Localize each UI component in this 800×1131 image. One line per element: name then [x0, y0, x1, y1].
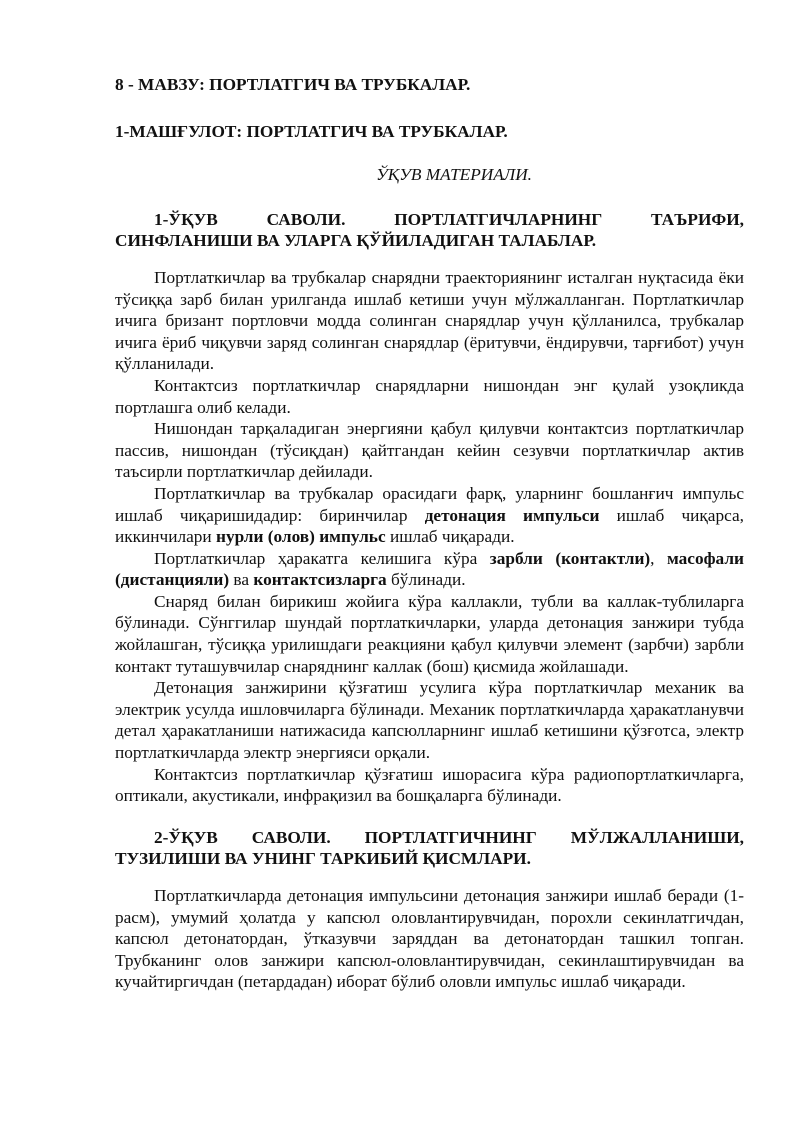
paragraph-4-text-2: ишлаб чиқарса, иккинчилари [115, 505, 744, 547]
paragraph-6: Снаряд билан бирикиш жойига кўра каллакли, тубли ва каллак-тублиларга бўлинади. Сўнггилар шундай портлаткичларки, уларда детонация занжири тубда жойлашган, тўсиққа урилишдаги реакцияни қабул қилувчи элемент (зарбчи) зарбли контакт туташувчилар снаряднинг каллак (бош) қисмида жойлашади. [115, 591, 744, 676]
paragraph-2: Контактсиз портлаткичлар снарядларни нишондан энг қулай узоқликда портлашга олиб келади. [115, 375, 744, 417]
paragraph-5-text-2: , [650, 548, 667, 568]
paragraph-4 [115, 483, 744, 548]
paragraph-1: Портлаткичлар ва трубкалар снарядни траекториянинг исталган нуқтасида ёки тўсиққа зарб билан урилганда ишлаб кетиши учун мўлжалланган. Портлаткичлар ичига бризант портловчи модда солинган снарядлар учун қўлланилса, трубкалар ичига ёриб чиқувчи заряд солинган снарядлар (ёритувчи, ёндирувчи, тарғибот) учун қўлланилади. [115, 267, 744, 374]
lesson-heading: 1-МАШҒУЛОТ: ПОРТЛАТГИЧ ВА ТРУБКАЛАР. [115, 121, 508, 141]
question-2-heading: 2-ЎҚУВ САВОЛИ. ПОРТЛАТГИЧНИНГ МЎЛЖАЛЛАНИШИ, ТУЗИЛИШИ ВА УНИНГ ТАРКИБИЙ ҚИСМЛАРИ. [115, 827, 744, 869]
paragraph-5-text-4: бўлинади. [386, 570, 466, 590]
paragraph-5-bold-2: масофали (дистанцияли) [115, 548, 745, 590]
paragraph-5-bold-3: контактсизларга [253, 570, 387, 590]
paragraph-4-text-1: Портлаткичлар ва трубкалар орасидаги фарқ, уларнинг бошланғич импульс ишлаб чиқаришидадир: биринчилар [115, 483, 744, 525]
paragraph-5-bold-1: зарбли (контактли) [489, 548, 651, 568]
paragraph-4-bold-1: детонация импульси [424, 505, 600, 525]
paragraph-5-text-3: ва [229, 570, 254, 590]
paragraph-9: Портлаткичларда детонация импульсини детонация занжири ишлаб беради (1-расм), умумий ҳолатда у капсюл оловлантирувчидан, порохли секинлатгичдан, капсюл детонатордан, ўтказувчи заряддан ва детонатордан ташкил топган. Трубканинг олов занжири капсюл-оловлантирувчидан, секинлаштирувчидан ва кучайтиргичдан (петардадан) иборат бўлиб оловли импульс ишлаб чиқаради. [115, 886, 744, 992]
paragraph-4-text-3: ишлаб чиқаради. [385, 527, 515, 547]
paragraph-8: Контактсиз портлаткичлар қўзғатиш ишорасига кўра радиопортлаткичларга, оптикали, акустикали, инфрақизил ва бошқаларга бўлинади. [115, 764, 744, 806]
subtitle: ЎҚУВ МАТЕРИАЛИ. [376, 165, 532, 185]
paragraph-5-text-1: Портлаткичлар ҳаракатга келишига кўра [154, 548, 490, 568]
paragraph-7: Детонация занжирини қўзғатиш усулига кўра портлаткичлар механик ва электрик усулда ишловчиларга бўлинади. Механик портлаткичларда ҳаракатланувчи детал ҳаракатланиши натижасида капсюлларнинг ишлаб кетишини қўзғотса, электр портлаткичларда электр энергияси орқали. [115, 678, 744, 763]
paragraph-4-bold-2: нурли (олов) импульс [215, 527, 386, 547]
paragraph-5 [115, 548, 744, 591]
question-1-heading: 1-ЎҚУВ САВОЛИ. ПОРТЛАТГИЧЛАРНИНГ ТАЪРИФИ, СИНФЛАНИШИ ВА УЛАРГА ҚЎЙИЛАДИГАН ТАЛАБЛАР. [115, 209, 744, 251]
paragraph-3: Нишондан тарқаладиган энергияни қабул қилувчи контактсиз портлаткичлар пассив, нишондан (тўсиқдан) қайтгандан кейин сезувчи портлаткичлар актив таъсирли портлаткичлар дейилади. [115, 419, 744, 482]
topic-heading: 8 - МАВЗУ: ПОРТЛАТГИЧ ВА ТРУБКАЛАР. [115, 75, 471, 94]
